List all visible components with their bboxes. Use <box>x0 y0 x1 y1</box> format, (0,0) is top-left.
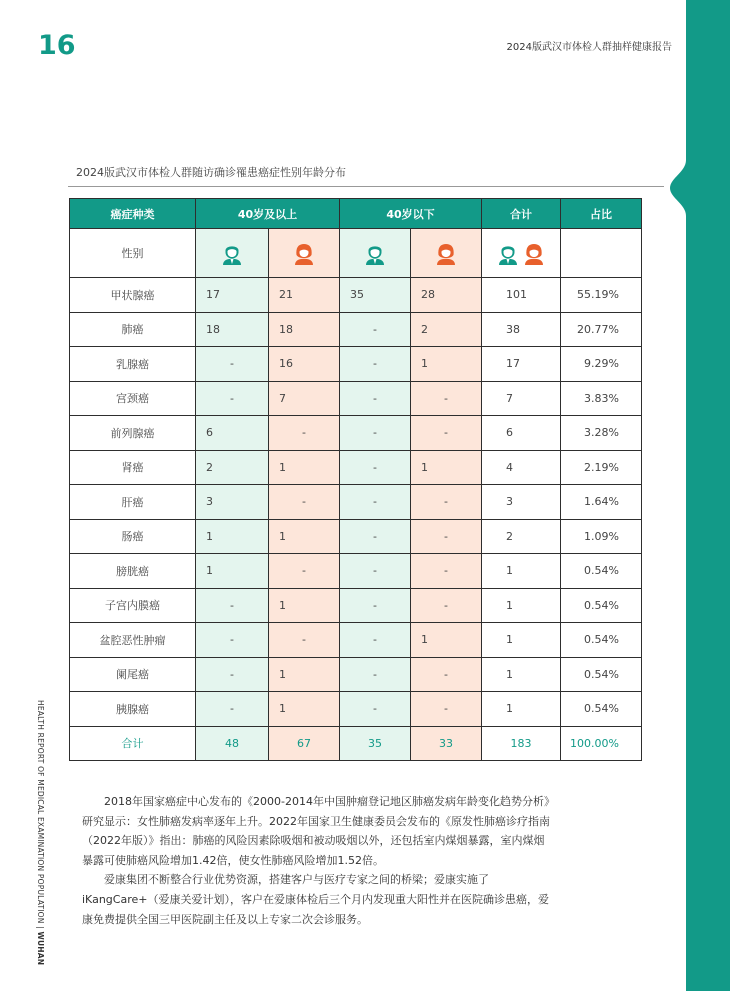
male-40-plus-count: 1 <box>196 554 269 589</box>
male-person-icon <box>364 241 386 265</box>
ratio-value: 3.28% <box>561 416 642 451</box>
female-under-40-count: - <box>411 588 482 623</box>
report-title: 2024版武汉市体检人群抽样健康报告 <box>506 42 672 53</box>
page-number: 16 <box>38 30 76 61</box>
cancer-name-cell: 肾癌 <box>70 450 196 485</box>
male-under-40-count: 35 <box>340 278 411 313</box>
cancer-name-cell: 甲状腺癌 <box>70 278 196 313</box>
female-40-plus-count: 16 <box>269 347 340 382</box>
male-40-plus-count: - <box>196 623 269 658</box>
male-under-40-count: - <box>340 450 411 485</box>
total-count: 38 <box>482 312 561 347</box>
table-row <box>70 554 642 589</box>
total-count: 1 <box>482 588 561 623</box>
male-40-plus-count: - <box>196 347 269 382</box>
female-under-40-count: 1 <box>411 347 482 382</box>
female-under-40-count: 1 <box>411 450 482 485</box>
ratio-value: 0.54% <box>561 588 642 623</box>
total-count: 1 <box>482 657 561 692</box>
vertical-side-label <box>33 700 47 966</box>
cancer-name-cell: 肠癌 <box>70 519 196 554</box>
male-under-40-count: - <box>340 657 411 692</box>
male-under-40-count: - <box>340 623 411 658</box>
cancer-name-cell: 肝癌 <box>70 485 196 520</box>
table-row <box>70 347 642 382</box>
total-row <box>70 726 642 760</box>
cancer-name-cell: 前列腺癌 <box>70 416 196 451</box>
female-40-plus-count: - <box>269 485 340 520</box>
female-under-40-count: 2 <box>411 312 482 347</box>
total-count: 1 <box>482 554 561 589</box>
ratio-gender-cell <box>561 229 642 278</box>
ratio-value: 0.54% <box>561 623 642 658</box>
male-under-40-count: - <box>340 692 411 727</box>
ratio-value: 0.54% <box>561 692 642 727</box>
total-count: 6 <box>482 416 561 451</box>
female-40-plus-count: 7 <box>269 381 340 416</box>
table-row <box>70 692 642 727</box>
male-40-plus-count: 3 <box>196 485 269 520</box>
cancer-name-cell: 肺癌 <box>70 312 196 347</box>
female-under-40-count: - <box>411 381 482 416</box>
table-header-row <box>70 199 642 229</box>
female-40-plus-count: 1 <box>269 588 340 623</box>
total-count: 2 <box>482 519 561 554</box>
cancer-name-cell: 膀胱癌 <box>70 554 196 589</box>
female-40-plus-count: 1 <box>269 519 340 554</box>
header-age-40-plus: 40岁及以上 <box>196 199 340 229</box>
table-caption: 2024版武汉市体检人群随访确诊罹患癌症性别年龄分布 <box>76 166 346 179</box>
female-40-plus-count: - <box>269 554 340 589</box>
total-count: 4 <box>482 450 561 485</box>
male-40-plus-count: 6 <box>196 416 269 451</box>
female-under-40-count: 33 <box>411 726 482 760</box>
body-paragraph-1: 2018年国家癌症中心发布的《2000-2014年中国肿瘤登记地区肺癌发病年龄变化趋势分析》研究显示：女性肺癌发病率逐年上升。2022年国家卫生健康委员会发布的《原发性肺癌诊疗指南（2022年版）》指出：肺癌的风险因素除吸烟和被动吸烟以外，还包括室内煤烟暴露，室内煤烟暴露可使肺癌风险增加1.42倍，使女性肺癌风险增加1.52倍。 <box>82 795 550 867</box>
cancer-name-cell: 阑尾癌 <box>70 657 196 692</box>
table-row <box>70 623 642 658</box>
male-40-plus-count: 17 <box>196 278 269 313</box>
cancer-name-cell: 合计 <box>70 726 196 760</box>
ratio-value: 1.64% <box>561 485 642 520</box>
male-40-plus-cell <box>196 229 269 278</box>
table-row <box>70 519 642 554</box>
female-40-plus-count: 67 <box>269 726 340 760</box>
total-count: 1 <box>482 623 561 658</box>
male-40-plus-count: 2 <box>196 450 269 485</box>
table-row <box>70 278 642 313</box>
female-under-40-count: - <box>411 485 482 520</box>
total-count: 183 <box>482 726 561 760</box>
table-row <box>70 485 642 520</box>
cancer-distribution-table <box>69 198 642 761</box>
male-40-plus-count: 1 <box>196 519 269 554</box>
side-label-city: WUHAN <box>36 931 45 966</box>
ratio-value: 0.54% <box>561 554 642 589</box>
ratio-value: 0.54% <box>561 657 642 692</box>
table-row <box>70 416 642 451</box>
female-40-plus-count: 18 <box>269 312 340 347</box>
ratio-value: 1.09% <box>561 519 642 554</box>
female-40-plus-cell <box>269 229 340 278</box>
ratio-value: 20.77% <box>561 312 642 347</box>
total-count: 17 <box>482 347 561 382</box>
table-row <box>70 381 642 416</box>
ratio-value: 100.00% <box>561 726 642 760</box>
female-40-plus-count: - <box>269 416 340 451</box>
female-person-icon <box>523 241 545 265</box>
ratio-value: 3.83% <box>561 381 642 416</box>
female-under-40-cell <box>411 229 482 278</box>
table-row <box>70 657 642 692</box>
table-row <box>70 450 642 485</box>
male-under-40-count: - <box>340 347 411 382</box>
total-count: 1 <box>482 692 561 727</box>
cancer-name-cell: 胰腺癌 <box>70 692 196 727</box>
male-40-plus-count: 18 <box>196 312 269 347</box>
male-under-40-count: - <box>340 485 411 520</box>
cancer-name-cell: 乳腺癌 <box>70 347 196 382</box>
side-color-band <box>686 0 730 991</box>
total-count: 3 <box>482 485 561 520</box>
female-40-plus-count: 1 <box>269 450 340 485</box>
caption-divider <box>68 186 664 187</box>
total-gender-cell <box>482 229 561 278</box>
male-under-40-cell <box>340 229 411 278</box>
ratio-value: 9.29% <box>561 347 642 382</box>
female-under-40-count: - <box>411 692 482 727</box>
female-40-plus-count: 1 <box>269 692 340 727</box>
male-person-icon <box>497 241 519 265</box>
cancer-name-cell: 盆腔恶性肿瘤 <box>70 623 196 658</box>
male-under-40-count: - <box>340 312 411 347</box>
female-under-40-count: - <box>411 554 482 589</box>
side-label-separator: | <box>36 926 45 929</box>
table-row <box>70 588 642 623</box>
female-under-40-count: 28 <box>411 278 482 313</box>
header-cancer-type: 癌症种类 <box>70 199 196 229</box>
side-label-text: HEALTH REPORT OF MEDICAL EXAMINATION POPULATION <box>36 700 45 924</box>
male-under-40-count: - <box>340 588 411 623</box>
female-under-40-count: - <box>411 416 482 451</box>
gender-label: 性别 <box>70 229 196 278</box>
male-under-40-count: 35 <box>340 726 411 760</box>
cancer-name-cell: 子宫内膜癌 <box>70 588 196 623</box>
table-row <box>70 312 642 347</box>
male-40-plus-count: 48 <box>196 726 269 760</box>
female-40-plus-count: 21 <box>269 278 340 313</box>
male-under-40-count: - <box>340 554 411 589</box>
total-count: 7 <box>482 381 561 416</box>
male-40-plus-count: - <box>196 381 269 416</box>
header-age-under-40: 40岁以下 <box>340 199 482 229</box>
header-ratio: 占比 <box>561 199 642 229</box>
male-40-plus-count: - <box>196 657 269 692</box>
ratio-value: 2.19% <box>561 450 642 485</box>
male-40-plus-count: - <box>196 588 269 623</box>
body-paragraph-2: 爱康集团不断整合行业优势资源，搭建客户与医疗专家之间的桥梁；爱康实施了iKangCare+（爱康关爱计划），客户在爱康体检后三个月内发现重大阳性并在医院确诊患癌，爱康免费提供全国三甲医院副主任及以上专家二次会诊服务。 <box>82 873 549 926</box>
male-under-40-count: - <box>340 416 411 451</box>
male-40-plus-count: - <box>196 692 269 727</box>
female-under-40-count: - <box>411 657 482 692</box>
female-person-icon <box>293 241 315 265</box>
female-40-plus-count: 1 <box>269 657 340 692</box>
total-count: 101 <box>482 278 561 313</box>
gender-row <box>70 229 642 278</box>
cancer-name-cell: 宫颈癌 <box>70 381 196 416</box>
male-under-40-count: - <box>340 381 411 416</box>
header-total: 合计 <box>482 199 561 229</box>
side-tab-arrow-icon <box>670 160 686 216</box>
female-under-40-count: 1 <box>411 623 482 658</box>
body-text <box>82 792 552 929</box>
ratio-value: 55.19% <box>561 278 642 313</box>
male-under-40-count: - <box>340 519 411 554</box>
female-person-icon <box>435 241 457 265</box>
male-person-icon <box>221 241 243 265</box>
female-under-40-count: - <box>411 519 482 554</box>
female-40-plus-count: - <box>269 623 340 658</box>
